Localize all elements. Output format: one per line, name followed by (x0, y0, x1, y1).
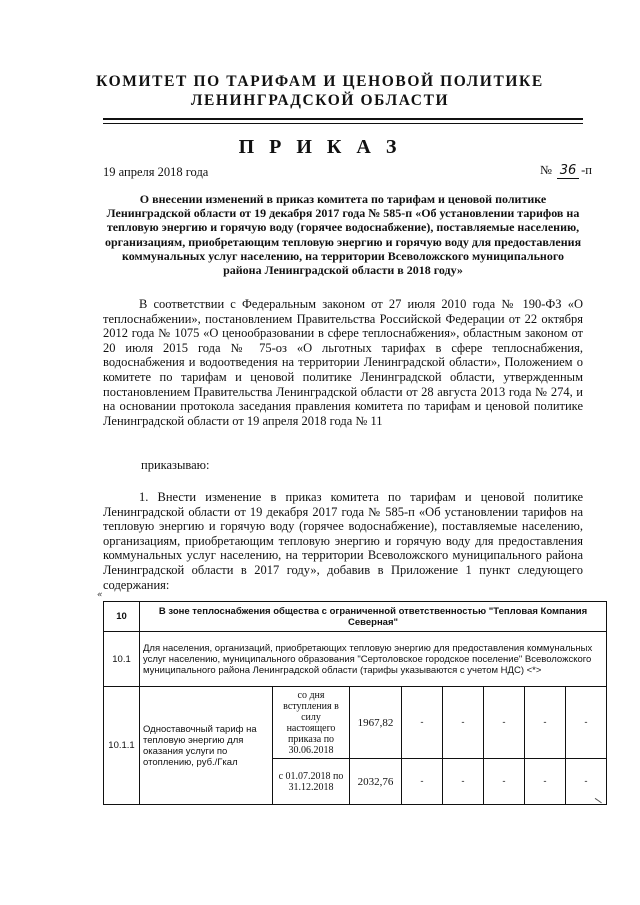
order-word: приказываю: (141, 458, 210, 472)
period-cell: с 01.07.2018 по 31.12.2018 (273, 759, 350, 805)
document-subject: О внесении изменений в приказ комитета по тарифам и ценовой политике Ленинградской области от 19 декабря 2017 года № 585-п «Об установлении тарифов на тепловую энергию и горячую воду (горячее водоснабжение), поставляемые населению, организациям, приобретающим тепловую энергию и горячую воду для предоставления коммунальных услуг населению, на территории Всеволожского муниципального района Ленинградской области в 2018 году» (104, 192, 582, 278)
margin-quote-mark: « (97, 590, 103, 600)
number-prefix: № (540, 163, 552, 177)
tariff-table (103, 601, 607, 805)
row-10-1-number: 10.1 (104, 632, 140, 687)
preamble-paragraph: В соответствии с Федеральным законом от 27 июля 2010 года № 190-ФЗ «О теплоснабжении», постановлением Правительства Российской Федерации от 22 октября 2012 года № 1075 «О ценообразовании в сфере теплоснабжения», областным законом от 20 июля 2015 года № 75-оз «О льготных тарифах в сфере теплоснабжения, водоснабжения и водоотведения на территории Ленинградской области», Положением о комитете по тарифам и ценовой политике Ленинградской области, утвержденным постановлением Правительства Ленинградской области от 28 августа 2013 года № 274, и на основании протокола заседания правления комитета по тарифам и ценовой политике Ленинградской области от 19 апреля 2018 года № 11 (103, 297, 583, 428)
table-row-10-1-1-a (104, 687, 607, 759)
number-suffix: -п (581, 163, 592, 177)
row-10-number: 10 (104, 602, 140, 632)
item-1-paragraph: 1. Внести изменение в приказ комитета по тарифам и ценовой политике Ленинградской области от 19 декабря 2017 года № 585-п «Об установлении тарифов на тепловую энергию и горячую воду (горячее водоснабжение), поставляемые населению, организациям, приобретающим тепловую энергию и горячую воду для предоставления коммунальных услуг населению, на территории Всеволожского муниципального района Ленинградской области в 2017 году», добавив в Приложение 1 пункт следующего содержания: (103, 490, 583, 592)
dash-cell: - (402, 759, 443, 805)
row-10-1-1-number: 10.1.1 (104, 687, 140, 805)
dash-cell: - (566, 759, 607, 805)
dash-cell: - (484, 759, 525, 805)
dash-cell: - (566, 687, 607, 759)
tariff-value-cell: 1967,82 (350, 687, 402, 759)
header-rule-thin (103, 123, 583, 124)
dash-cell: - (443, 759, 484, 805)
period-cell: со дня вступления в силу настоящего приказа по 30.06.2018 (273, 687, 350, 759)
number-handwritten: 36 (557, 163, 579, 179)
row-10-1-text: Для населения, организаций, приобретающих тепловую энергию для предоставления коммунальных услуг населению, муниципального образования "Сертоловское городское поселение" Всеволожского муниципального района Ленинградской области (тарифы указываются с учетом НДС) <*> (140, 632, 607, 687)
dash-cell: - (402, 687, 443, 759)
header-rule-thick (103, 118, 583, 120)
organization-line-1: КОМИТЕТ ПО ТАРИФАМ И ЦЕНОВОЙ ПОЛИТИКЕ (96, 73, 544, 90)
document-type: П Р И К А З (238, 136, 402, 158)
dash-cell: - (525, 687, 566, 759)
table-row-10 (104, 602, 607, 632)
row-10-1-1-name: Одноставочный тариф на тепловую энергию для оказания услуги по отоплению, руб./Гкал (140, 687, 273, 805)
document-number (540, 163, 592, 179)
document-date: 19 апреля 2018 года (103, 165, 209, 179)
dash-cell: - (484, 687, 525, 759)
dash-cell: - (525, 759, 566, 805)
tariff-value-cell: 2032,76 (350, 759, 402, 805)
table-row-10-1 (104, 632, 607, 687)
organization-name (0, 72, 640, 110)
row-10-text: В зоне теплоснабжения общества с ограниченной ответственностью "Тепловая Компания Северная" (140, 602, 607, 632)
dash-cell: - (443, 687, 484, 759)
organization-line-2: ЛЕНИНГРАДСКОЙ ОБЛАСТИ (190, 92, 450, 109)
